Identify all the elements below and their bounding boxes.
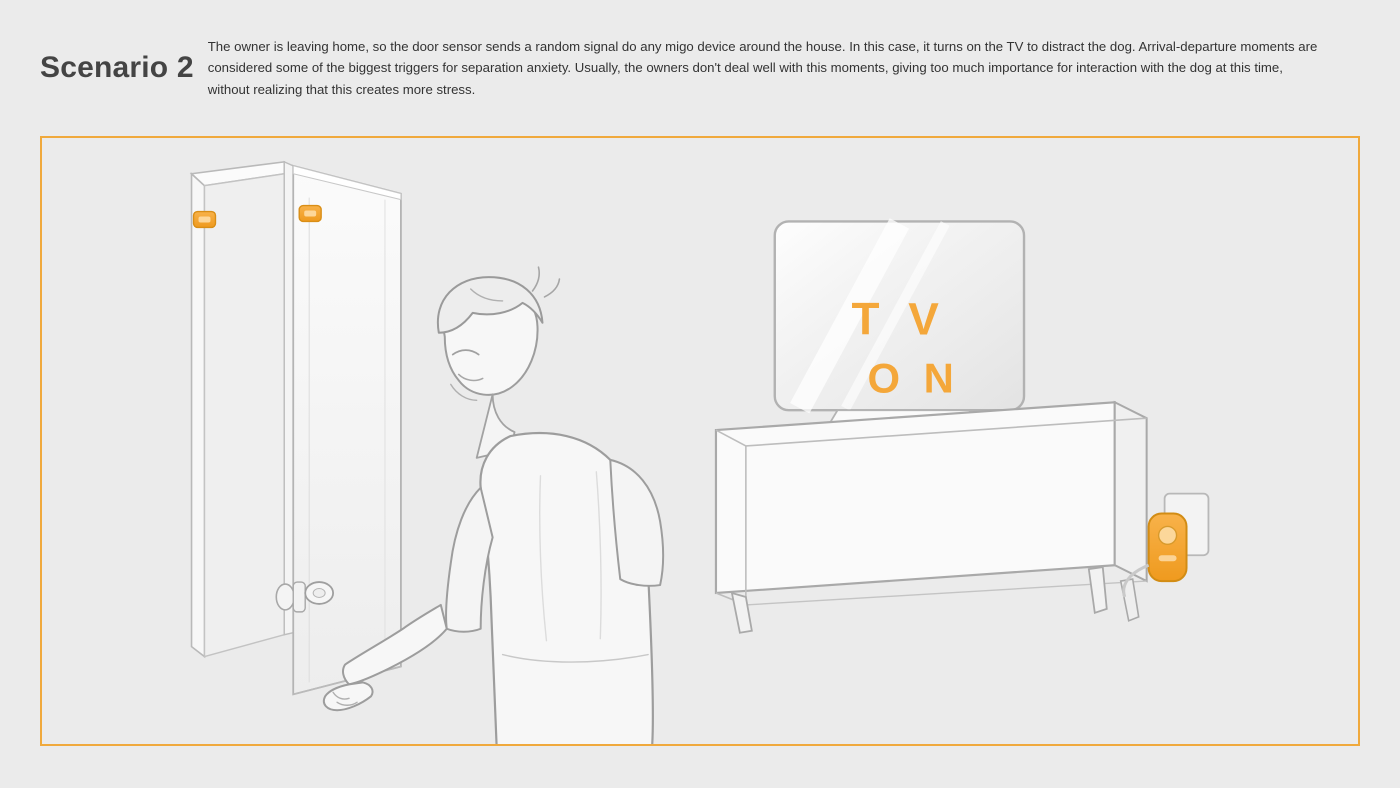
- television: [775, 221, 1024, 430]
- open-door: [192, 162, 401, 694]
- scene-illustration: [42, 138, 1358, 744]
- tv-screen-text-line2: O N: [867, 354, 960, 402]
- scene-illustration-frame: [40, 136, 1360, 746]
- tv-screen-text-line1: T V: [851, 293, 947, 345]
- scenario-description: The owner is leaving home, so the door sensor sends a random signal do any migo device around the house. In this case, it turns on the TV to distract the dog. Arrival-departure moments are considered some of the biggest triggers for separation anxiety. Usually, the owners don't deal well with this moments, giving too much importance for interaction with the dog at this time, without realizing that this creates more stress.: [207, 39, 1318, 97]
- tv-stand: [716, 402, 1147, 632]
- label-door: [0, 0, 1, 1]
- door-sensor-door: [299, 206, 321, 222]
- page-title: Scenario 2: [40, 51, 194, 84]
- scene-accessible-labels: [0, 0, 1, 1]
- door-sensor-frame: [194, 212, 216, 228]
- page-header: [40, 36, 1360, 100]
